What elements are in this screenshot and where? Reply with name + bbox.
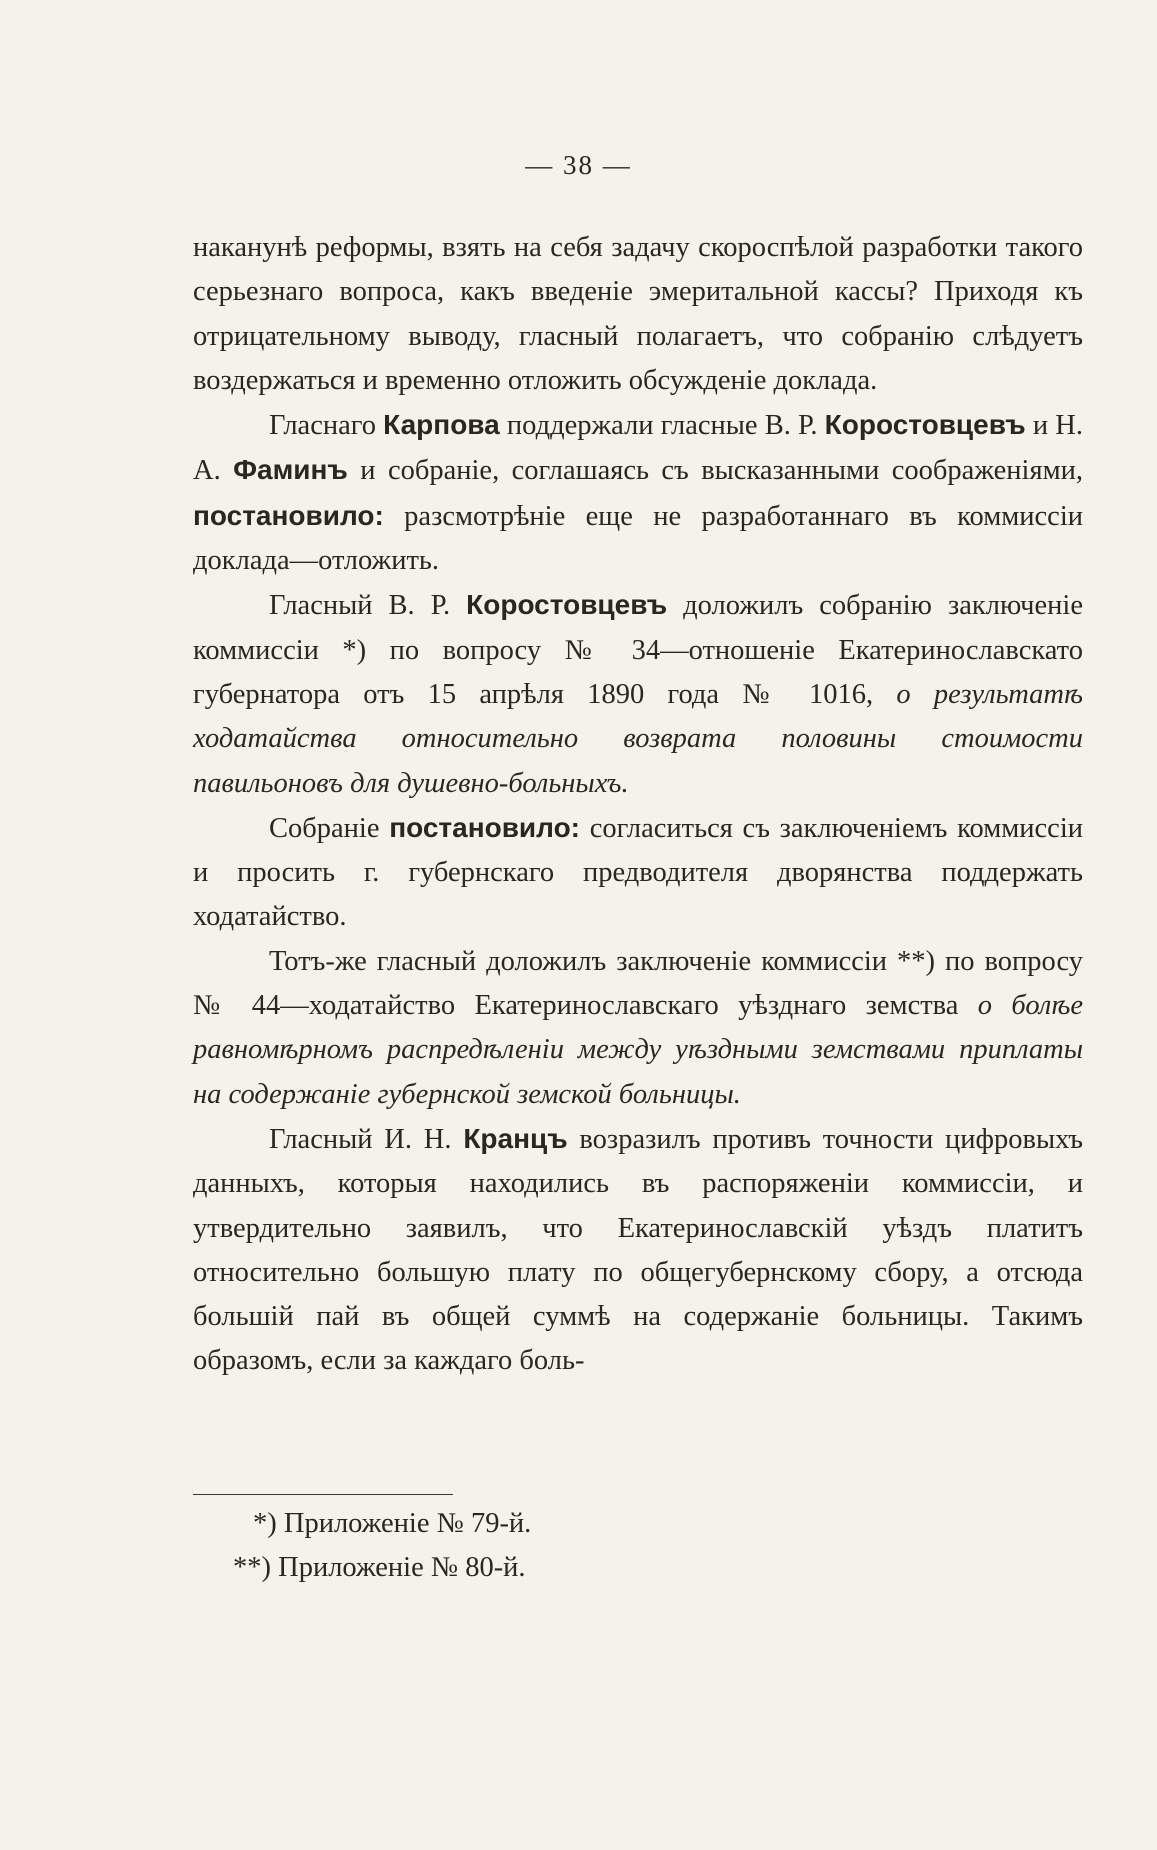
speaker-name: Кранцъ [463, 1122, 568, 1154]
speaker-name: Коростовцевъ [466, 589, 668, 621]
paragraph-text: разсмотрѣніе еще не разработаннаго въ коммиссіи доклада—отложить. [193, 500, 1083, 577]
paragraph-text: Гласный В. Р. [269, 590, 467, 622]
paragraph-text: и собраніе, соглашаясь съ высказанными соображеніями, [347, 455, 1083, 487]
paragraph-4 [193, 806, 1083, 940]
paragraph-6 [193, 1117, 1083, 1384]
paragraph-5 [193, 940, 1083, 1117]
speaker-name: Карпова [383, 409, 500, 441]
footnote-1: *) Приложеніе № 79-й. [253, 1508, 532, 1539]
speaker-name: Фаминъ [233, 454, 348, 486]
paragraph-text: Гласнаго [269, 410, 384, 442]
paragraph-text: и Н. А. [193, 410, 1083, 487]
paragraph-text: Гласный И. Н. [269, 1123, 464, 1155]
speaker-name: Коростовцевъ [824, 409, 1026, 441]
paragraph-text: Собраніе [269, 812, 390, 844]
resolution-keyword: постановило: [193, 499, 384, 531]
paragraph-text: поддержали гласные В. Р. [499, 410, 825, 442]
body-text [193, 226, 1083, 1384]
paragraph-text: доложилъ собранію заключеніе коммиссіи *) по вопросу № 34—отношеніе Екатеринославскато губернатора отъ 15 апрѣля 1890 года № 1016, [193, 590, 1083, 710]
paragraph-1 [193, 226, 1083, 403]
paragraph-text: наканунѣ реформы, взять на себя задачу скороспѣлой разработки такого серьезнаго вопроса, какъ введеніе эмеритальной кассы? Приходя къ отрицательному выводу, гласный полагаетъ, что собранію слѣдуетъ воздержаться и временно отложить обсужденіе доклада. [193, 232, 1083, 396]
italic-subject: о болѣе равномѣрномъ распредѣленіи между уѣздными земствами приплаты на содержаніе губернской земской больницы. [193, 990, 1083, 1110]
footnotes [193, 1502, 893, 1590]
italic-subject: о результатѣ ходатайства относительно возврата половины стоимости павильоновъ для душевно-больныхъ. [193, 678, 1083, 799]
footnote-divider [193, 1494, 453, 1495]
footnote-2: **) Приложеніе № 80-й. [233, 1552, 526, 1583]
page-number: — 38 — [525, 150, 632, 180]
paragraph-text: возразилъ противъ точности цифровыхъ данныхъ, которыя находились въ распоряженіи коммиссіи, и утвердительно заявилъ, что Екатеринославскій уѣздъ платитъ относительно большую плату по общегубернскому сбору, а отсюда большій пай въ общей суммѣ на содержаніе больницы. Такимъ образомъ, если за каждаго боль- [193, 1123, 1083, 1377]
resolution-keyword: постановило: [389, 811, 580, 843]
paragraph-2 [193, 403, 1083, 583]
paragraph-3 [193, 583, 1083, 805]
paragraph-text: согласиться съ заключеніемъ коммиссіи и просить г. губернскаго предводителя дворянства поддержать ходатайство. [193, 812, 1084, 933]
paragraph-text: Тотъ-же гласный доложилъ заключеніе коммиссіи **) по вопросу № 44—ходатайство Екатеринославскаго уѣзднаго земства [193, 945, 1083, 1022]
